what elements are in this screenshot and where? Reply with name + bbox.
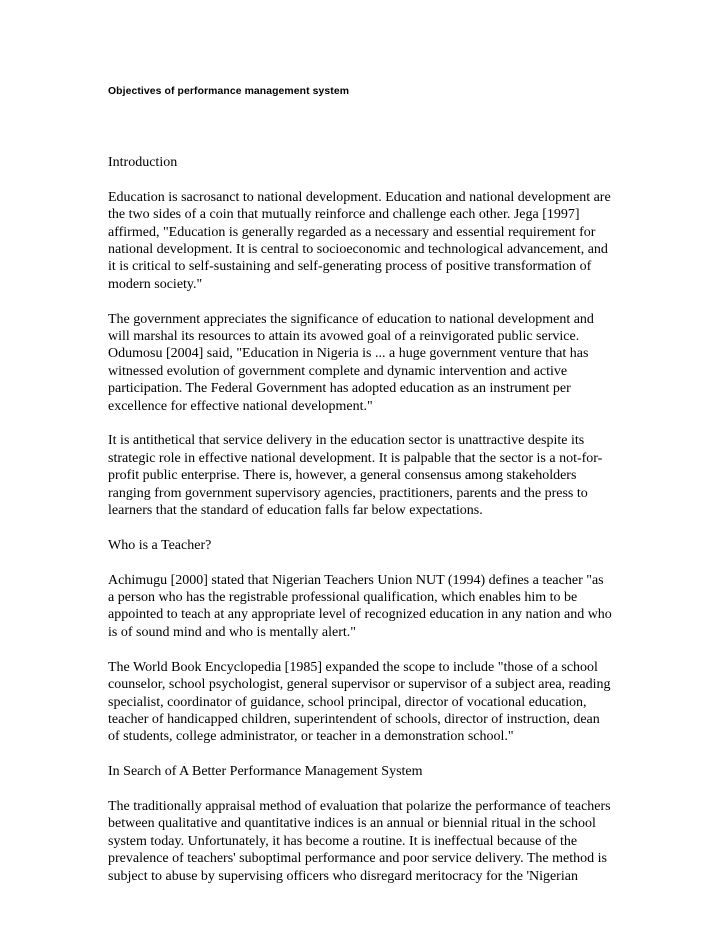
- text-line: affirmed, "Education is generally regarded as a necessary and essential requirement for: [108, 224, 596, 240]
- text-line: Odumosu [2004] said, "Education in Nigeria is ... a huge government venture that has: [108, 346, 589, 362]
- text-line: appointed to teach at any appropriate level of recognized education in any nation and who: [108, 607, 612, 623]
- text-line: a person who has the registrable professional qualification, which enables him to be: [108, 590, 578, 606]
- text-line: profit public enterprise. There is, however, a general consensus among stakeholders: [108, 468, 577, 484]
- text-line: ranging from government supervisory agencies, practitioners, parents and the press to: [108, 485, 588, 501]
- paragraph: [108, 311, 628, 415]
- paragraph: [108, 659, 628, 746]
- text-line: it is critical to self-sustaining and self-generating process of positive transformation of: [108, 259, 592, 275]
- document-title: Objectives of performance management system: [108, 86, 350, 97]
- text-line: teacher of handicapped children, superintendent of schools, director of instruction, dean: [108, 711, 600, 727]
- text-line: of students, college administrator, or teacher in a demonstration school.": [108, 729, 514, 745]
- section-heading-better-performance-management: In Search of A Better Performance Management System: [108, 764, 423, 780]
- section-heading-who-is-a-teacher: Who is a Teacher?: [108, 537, 212, 553]
- text-line: prevalence of teachers' suboptimal performance and poor service delivery. The method is: [108, 851, 607, 867]
- text-line: counselor, school psychologist, general supervisor or supervisor of a subject area, reading: [108, 677, 611, 693]
- text-line: strategic role in effective national development. It is palpable that the sector is a not-for-: [108, 450, 603, 466]
- paragraph: [108, 798, 628, 885]
- text-line: subject to abuse by supervising officers who disregard meritocracy for the 'Nigerian: [108, 868, 578, 884]
- text-line: specialist, coordinator of guidance, school principal, director of vocational education,: [108, 694, 587, 710]
- text-line: between qualitative and quantitative indices is an annual or biennial ritual in the school: [108, 816, 596, 832]
- text-line: excellence for effective national development.": [108, 398, 373, 414]
- text-line: participation. The Federal Government has adopted education as an instrument per: [108, 381, 571, 397]
- text-line: Achimugu [2000] stated that Nigerian Teachers Union NUT (1994) defines a teacher "as: [108, 572, 604, 588]
- text-line: The government appreciates the significance of education to national development and: [108, 311, 594, 327]
- paragraph: [108, 189, 628, 293]
- text-line: system today. Unfortunately, it has become a routine. It is ineffectual because of the: [108, 833, 578, 849]
- text-line: the two sides of a coin that mutually reinforce and challenge each other. Jega [1997]: [108, 207, 580, 223]
- text-line: is of sound mind and who is mentally alert.": [108, 624, 356, 640]
- text-line: modern society.": [108, 276, 203, 292]
- paragraph: [108, 572, 628, 642]
- text-line: It is antithetical that service delivery in the education sector is unattractive despite its: [108, 433, 585, 449]
- document-body: [108, 154, 628, 902]
- text-line: The traditionally appraisal method of evaluation that polarize the performance of teachers: [108, 798, 611, 814]
- text-line: The World Book Encyclopedia [1985] expanded the scope to include "those of a school: [108, 659, 598, 675]
- text-line: Education is sacrosanct to national development. Education and national development are: [108, 189, 611, 205]
- paragraph: [108, 432, 628, 519]
- text-line: learners that the standard of education falls far below expectations.: [108, 503, 483, 519]
- section-heading-introduction: Introduction: [108, 155, 178, 170]
- text-line: national development. It is central to socioeconomic and technological advancement, and: [108, 242, 608, 258]
- text-line: witnessed evolution of government complete and dynamic intervention and active: [108, 363, 568, 379]
- text-line: will marshal its resources to attain its avowed goal of a reinvigorated public service.: [108, 329, 580, 345]
